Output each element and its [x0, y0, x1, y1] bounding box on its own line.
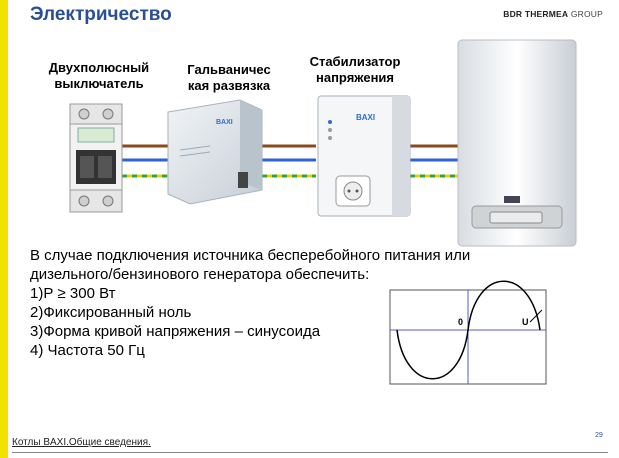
isolation-label: Гальваничес кая развязка [187, 62, 271, 93]
svg-text:BAXI: BAXI [216, 119, 233, 126]
footer-divider [12, 452, 608, 453]
wires-stabilizer-to-boiler [410, 146, 458, 176]
requirement-item-4: 4) Частота 50 Гц [30, 342, 145, 359]
voltage-label: U [522, 317, 529, 327]
sine-wave-graph [390, 281, 546, 384]
breaker-label: Двухполюсный выключатель [48, 60, 150, 91]
wires-isolation-to-stabilizer [262, 146, 316, 176]
brand-logo: BDR THERMEA GROUP [503, 9, 603, 19]
svg-text:BAXI: BAXI [356, 113, 376, 122]
stabilizer-label: Стабилизатор напряжения [309, 54, 401, 85]
requirement-item-3: 3)Форма кривой напряжения – синусоида [30, 323, 321, 340]
page-number: 29 [595, 432, 603, 439]
footer-link[interactable]: Котлы BAXI.Общие сведения. [12, 437, 151, 448]
boiler-icon [458, 40, 576, 246]
wires-breaker-to-isolation [122, 146, 168, 176]
isolation-transformer-icon [168, 100, 262, 204]
intro-line-1: В случае подключения источника бесперебойного питания или [30, 247, 471, 264]
voltage-stabilizer-icon [318, 96, 410, 216]
zero-label: 0 [458, 317, 464, 327]
slide-title: Электричество [30, 4, 172, 25]
requirement-item-2: 2)Фиксированный ноль [30, 304, 192, 321]
requirement-item-1: 1)Р ≥ 300 Вт [30, 285, 116, 302]
intro-line-2: дизельного/бензинового генератора обеспечить: [30, 266, 370, 283]
circuit-breaker-icon [70, 104, 122, 212]
